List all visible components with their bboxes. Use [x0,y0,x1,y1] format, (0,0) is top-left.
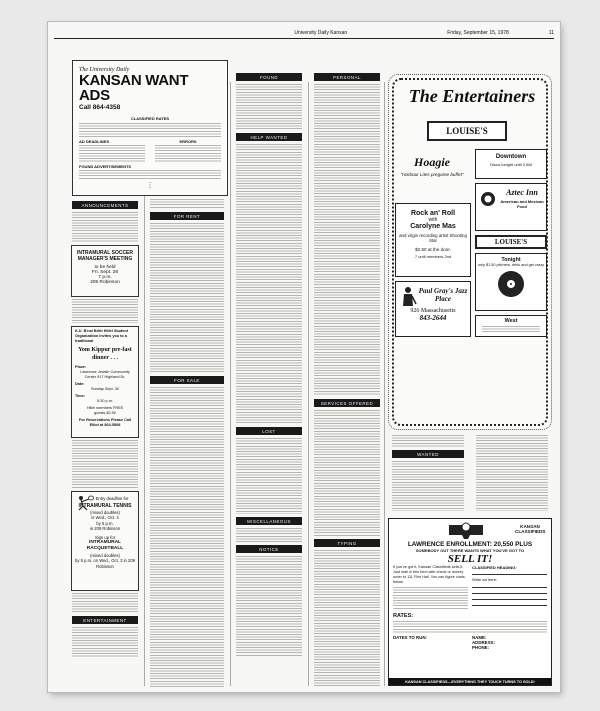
performer-name: Carolyne Mas [410,223,456,230]
section-typing: TYPING [314,539,380,547]
form-heading-label: CLASSIFIED HEADING: [472,565,517,571]
yk-place-label: Place: [75,365,87,370]
typing-text [314,550,380,688]
misc-text [236,528,302,542]
louises-west-label: LOUISE'S [494,238,528,246]
yk-time: 5:30 p.m. [97,398,113,403]
yk-price1: Hillel members FREE [86,405,124,410]
header-page-number: 11 [548,30,554,36]
louises-ad [427,121,507,141]
header-rule [54,38,554,39]
louises-west-ad [475,235,547,249]
ad-text-field-4[interactable] [472,600,547,606]
address-text [149,182,151,190]
jazz-phone: 843-2644 [419,314,447,323]
wanted-text [392,461,464,511]
rates-heading: CLASSIFIED RATES [130,116,170,121]
soccer-title: INTRAMURAL SOCCER MANAGER'S MEETING [76,250,134,262]
form-rates-label: RATES: [393,613,414,620]
soccer-line1: to be held [94,265,116,270]
section-for-sale: FOR SALE [150,376,224,384]
form-rates-table [393,621,547,633]
louises-label: LOUISE'S [446,126,488,136]
deadlines-heading: AD DEADLINES [79,139,110,144]
yk-place: Lawrence Jewish Community Center 917 Highland Dr. [80,370,130,380]
form-headline-2: SOMEBODY OUT THERE WANTS WHAT YOU'VE GOT TO [415,548,525,554]
form-dates-label: DATES TO RUN: [393,635,427,641]
form-headline-1: LAWRENCE ENROLLMENT: 20,550 PLUS [407,541,533,548]
aztec-sun-icon [479,190,497,208]
yk-reservations: For Reservations Please Call Elliot at 864-5568 [78,417,132,427]
yk-date: Sunday Sept. 30 [90,387,120,392]
tonight-sub: only $1.50 pitchers, drink and get crazy [477,263,545,267]
form-deadlines [393,587,468,609]
tennis-line2: (mixed doubles) [90,509,120,515]
aztec-label: Aztec Inn [506,188,538,197]
west-ad [475,315,547,337]
for-rent-text [150,223,224,373]
downtown-sub: Disco tonight until 2 AM [490,162,532,167]
form-sell-it: SELL IT! [447,553,493,566]
want-ads-title: KANSAN WANT ADS [79,72,189,104]
errors-heading: ERRORS [179,139,197,144]
section-lost: LOST [236,427,302,435]
tennis-line5: in 209 Robinson [89,526,121,532]
header-paper-name: University Daily Kansan [294,30,348,36]
column-2 [146,198,228,688]
downtown-ad [475,149,547,179]
yk-time-label: Time: [75,393,86,398]
section-announcements: ANNOUNCEMENTS [72,201,138,209]
tennis-line6: Sign up for [94,534,116,540]
form-address-label: ADDRESS: [472,640,495,646]
yom-kippur-ad [71,326,139,438]
column-divider [384,82,385,686]
tennis-line3: is Wed., Oct. 3 [91,515,119,521]
want-ads-box [72,60,228,196]
column-5 [388,434,552,516]
soccer-line2: Fri. Sept. 28 [91,270,119,275]
want-ads-paper: The University Daily [79,67,130,73]
rates-table [79,123,221,137]
entertainers-title: The Entertainers [408,86,536,106]
column-3 [232,70,306,688]
soccer-line3: 7 p.m. [98,275,112,280]
performer-sub: and virgin recording artist Shooting Star [399,233,467,243]
hoagie-ad [395,149,469,197]
found-text [236,84,302,130]
kansan-classifieds-label: KANSAN CLASSIFIEDS [515,524,546,534]
section-services-offered: SERVICES OFFERED [314,399,380,407]
paul-gray-jazz-ad [395,281,471,337]
section-for-rent: FOR RENT [150,212,224,220]
col5-left-text [392,435,464,447]
paul-gray-label: Paul Gray's Jazz Place [418,287,468,303]
running-header [54,30,554,36]
form-footer: KANSAN CLASSIFIEDS—EVERYTHING THEY TOUCH TURNS TO SOLD! [389,678,551,685]
column-1-text [72,440,138,488]
section-entertainment: ENTERTAINMENT [72,616,138,624]
newspaper-page [48,22,560,692]
want-ads-phone: Call 864-4358 [79,104,121,111]
rock-and-roll-ad [395,203,471,277]
section-found: FOUND [236,73,302,81]
announcements-text-2 [72,299,138,323]
downtown-label: Downtown [495,154,527,160]
deadlines-text [79,145,145,163]
column-4 [310,70,384,688]
entertainers-box [388,74,552,430]
column-divider [308,82,309,686]
yk-event: Yom Kippur pre-fast dinner . . . [78,346,132,361]
section-wanted: WANTED [392,450,464,458]
tennis-line7: (mixed doubles) [90,552,120,558]
heading-field[interactable] [472,570,547,575]
errors-text [155,145,221,163]
tennis-line1: Entry deadline for [95,496,129,501]
help-wanted-text [236,144,302,424]
yk-price2: guests $2.50 [94,410,116,415]
classifieds-order-form [388,518,552,686]
yk-date-label: Date: [75,382,85,387]
tennis-line4: by 5 p.m. [96,520,114,526]
personal-text [314,84,380,396]
aztec-sub: American and Mexican Food [500,199,544,209]
tonight-label: Tonight [501,257,521,263]
rock-roll-label: Rock an' Roll [410,210,456,217]
form-phone-label: PHONE: [472,645,490,651]
tennis-line8: by 5 p.m. on Wed., Oct. 3 in 209 Robinson [75,558,135,569]
col5-right-text [476,435,548,511]
price-label: $2.50 at the door. [415,247,451,252]
found-ads-heading: FOUND ADVERTISEMENTS [79,164,132,169]
racquetball-title: INTRAMURAL RACQUETBALL [86,540,124,552]
record-icon [493,269,529,299]
hoagie-tagline: "Harbour Lites pregame buffet" [400,172,464,177]
column-divider [230,82,231,686]
soccer-meeting-ad [71,245,139,297]
hoagie-label: Hoagie [414,155,450,169]
found-ads-text [79,170,221,180]
notice-text [236,556,302,656]
entertainment-text [72,627,138,657]
yk-org: K.U. B'nai Brith Hillel Student Organization invites you to a traditional [75,329,129,343]
show-date: 7 until members 2nd [414,254,452,259]
form-intro: If you've got it, Kansan Classifieds sells it. Just mail in this form with check or money order to 111 Flint Hall. You can figure costs below. [393,565,465,585]
jazz-address: 926 Massachusetts [410,308,456,315]
for-sale-text [150,387,224,687]
jazz-player-icon [399,286,417,308]
section-miscellaneous: MISCELLANEOUS [236,517,302,525]
announcements-text [72,212,138,242]
column-1 [68,198,142,688]
lost-text [236,438,302,514]
salesman-icon [449,521,483,539]
services-text [314,410,380,536]
header-date: Friday, September 15, 1978 [447,30,509,36]
west-label: West [504,318,518,324]
tonight-ad [475,253,547,311]
section-personal: PERSONAL [314,73,380,81]
intramural-tennis-ad [71,491,139,591]
soccer-line4: 205 Robinson [90,280,120,285]
column-1-text-2 [72,593,138,613]
tennis-player-icon [75,495,95,511]
aztec-inn-ad [475,183,547,231]
form-name-label: NAME: [472,635,487,641]
rock-roll-with: with [428,217,438,223]
section-help-wanted: HELP WANTED [236,133,302,141]
tennis-title: INTRAMURAL TENNIS [78,503,132,510]
west-text [482,326,540,332]
section-notice: NOTICE [236,545,302,553]
column-2-top-text [150,199,224,209]
form-write-label: Write ad here: [472,577,498,583]
